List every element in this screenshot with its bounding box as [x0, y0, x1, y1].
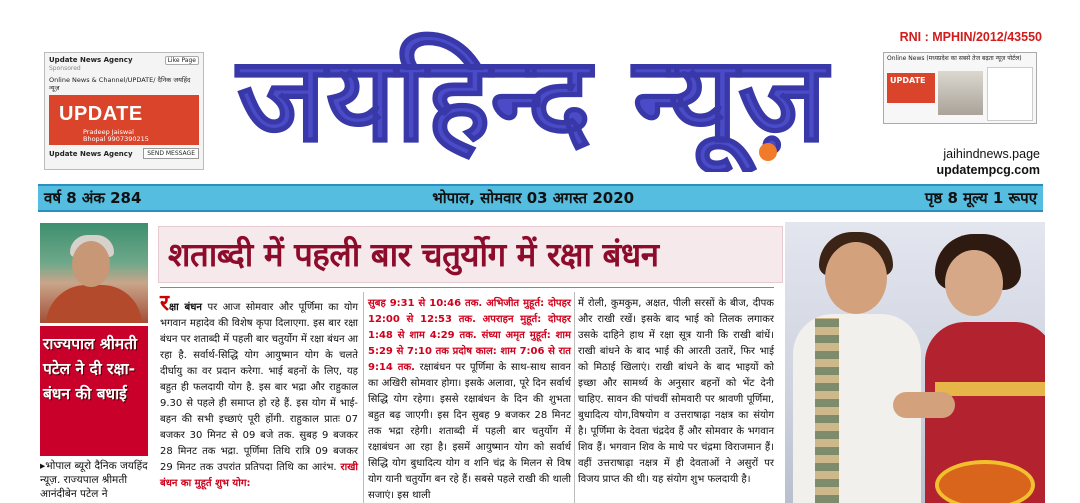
sponsored-ad-right[interactable]	[883, 52, 1037, 124]
website-link-2[interactable]: updatempcg.com	[936, 163, 1040, 177]
ad-right-banner: UPDATE	[887, 73, 935, 103]
column-1-text: पर आज सोमवार और पूर्णिमा का योग भगवान महादेव की विशेष कृपा दिलाएगा. इस बार रक्षा बंधन पर शताब्दी में पहली बार चतुर्योग में रक्षा बंधन आ रहा है. सर्वार्थ-सिद्धि योग आयुष्मान योग के चलते दीर्घायु का वर प्रदान करेगा. भाई बहनों के लिए, यह बहुत ही फलदायी योग है. इस बार भद्रा और राहुकाल 9.30 से पहले ही समाप्त हो रहे हैं. इस योग में भाई-बहन की सभी इच्छाएं पूरी होंगी. राहुकाल प्रातः 07 बजकर 30 मिनट से 09 बजे तक. सुबह 9 बजकर 28 मिनट तक भद्रा. पूर्णिमा तिथि रात्रि 09 बजकर 29 मिनट तक उपरांत प्रतिपदा तिथि का आरंभ.	[160, 302, 358, 473]
like-page-button[interactable]: Like Page	[165, 56, 199, 65]
column-2-text: रक्षाबंधन पर पूर्णिमा के साथ-साथ सावन का अखिरी सोमवार होगा। इसके अलावा, पूरे दिन सर्वार्थ सिद्धि योग रहेगा। इससे रक्षाबंधन के दिन की शुभता बहुत बढ़ जाएगी। इस दिन सुबह 9 बजकर 28 मिनट तक भद्रा रहेगी। शताब्दी में पहली बार चतुर्योग में रक्षाबंधन आ रहा है। इसमें आयुष्मान योग को सर्वार्थ सिद्धि योग बुधादित्य योग व शनि चंद्र के मिलन से विष योग यानी चतुर्योग बन रहे हैं। सबसे पहले राखी की थाली सजाएं। इस थाली	[368, 362, 571, 501]
article-column-3	[578, 296, 774, 488]
place-date: भोपाल, सोमवार 03 अगस्त 2020	[432, 189, 635, 207]
ad-footer-brand: Update News Agency	[49, 149, 133, 158]
column-divider	[574, 292, 575, 503]
pages-price: पृष्ठ 8 मूल्य 1 रूपए	[924, 189, 1037, 207]
ad-right-title: Online News (मध्यप्रदेश का सबसे तेज बढ़ता न्यूज़ पोर्टल)	[887, 55, 1022, 62]
headline-divider	[160, 287, 774, 288]
ad-sponsored-label: Sponsored	[49, 65, 81, 72]
dropcap: र	[160, 291, 169, 316]
article-headline: शताब्दी में पहली बार चतुर्योग में रक्षा बंधन	[168, 235, 659, 274]
raksha-bandhan-photo	[785, 222, 1045, 503]
left-headline: राज्यपाल श्रीमती पटेल ने दी रक्षा-बंधन की बधाई	[40, 326, 148, 456]
ad-description: Online News & Channel/UPDATE/ दैनिक जयहिंद न्यूज़	[49, 76, 191, 92]
ad-right-newspaper-thumb	[987, 67, 1033, 121]
sponsored-ad-left[interactable]	[44, 52, 204, 170]
newspaper-logo	[232, 12, 832, 172]
send-message-button[interactable]: SEND MESSAGE	[143, 148, 199, 159]
issue-number: वर्ष 8 अंक 284	[44, 189, 142, 207]
muhurat-timings: सुबह 9:31 से 10:46 तक. अभिजीत मुहूर्त: दोपहर 12:00 से 12:53 तक. अपराहन मुहूर्त: दोपहर 1:48 से शाम 4:29 तक. संध्या अमृत मुहूर्त: शाम 5:29 से 7:10 तक प्रदोष काल: शाम 7:06 से रात 9:14 तक.	[368, 298, 571, 373]
ad-banner-image	[49, 95, 199, 145]
article-column-1	[160, 291, 358, 492]
ad-contact-name: Pradeep Jaiswal	[83, 128, 134, 136]
lead-word: क्षा बंधन	[169, 302, 202, 313]
rni-number: RNI : MPHIN/2012/43550	[899, 30, 1042, 44]
left-news-column	[38, 223, 150, 503]
column-divider	[363, 292, 364, 503]
governor-photo	[40, 223, 148, 323]
newspaper-title: जयहिन्द न्यूज़	[237, 30, 818, 168]
logo-dot	[759, 143, 777, 161]
muhurat-heading: राखी बंधन का मुहूर्त शुभ योग:	[160, 462, 358, 489]
date-bar	[38, 184, 1043, 212]
ad-right-photo	[938, 71, 983, 115]
ad-brand-name: Update News Agency	[49, 56, 133, 64]
left-body-text: ▸भोपाल ब्यूरो दैनिक जयहिंद न्यूज़. राज्यपाल श्रीमती आनंदीबेन पटेल ने	[40, 460, 148, 500]
column-3-text: में रोली, कुमकुम, अक्षत, पीली सरसों के बीज, दीपक और राखी रखें। इसके बाद भाई को तिलक लगाकर उसके दाहिने हाथ में रक्षा सूत्र यानी कि राखी बांधें। राखी बांधने के बाद भाई की आरती उतारें, फिर भाई को मिठाई खिलाएं। राखी बांधने के बाद भाइयों को इच्छा और सामर्थ्य के अनुसार बहनों को भेंट देनी चाहिए. सावन की पांचवीं सोमवारी पर श्रावणी पूर्णिमा, बुधादित्य योग,विषयोग व उत्तराषाढ़ा नक्षत्र का संयोग है। पूर्णिमा के देवता चंद्रदेव हैं और सोमवार के भगवान शिव हैं। भगवान शिव के माथे पर चंद्रमा विराजमान हैं। वहीं उत्तराषाढ़ा नक्षत्र में ही देवताओं ने असुरों पर विजय प्राप्त की थी। यह संयोग शुभ फलदायी है।	[578, 298, 774, 485]
ad-contact-phone: Bhopal 9907390215	[83, 135, 149, 143]
article-column-2	[368, 296, 571, 503]
ad-banner-title: UPDATE	[59, 103, 143, 125]
website-link-1[interactable]: jaihindnews.page	[943, 147, 1040, 161]
ad-contact	[83, 129, 149, 143]
